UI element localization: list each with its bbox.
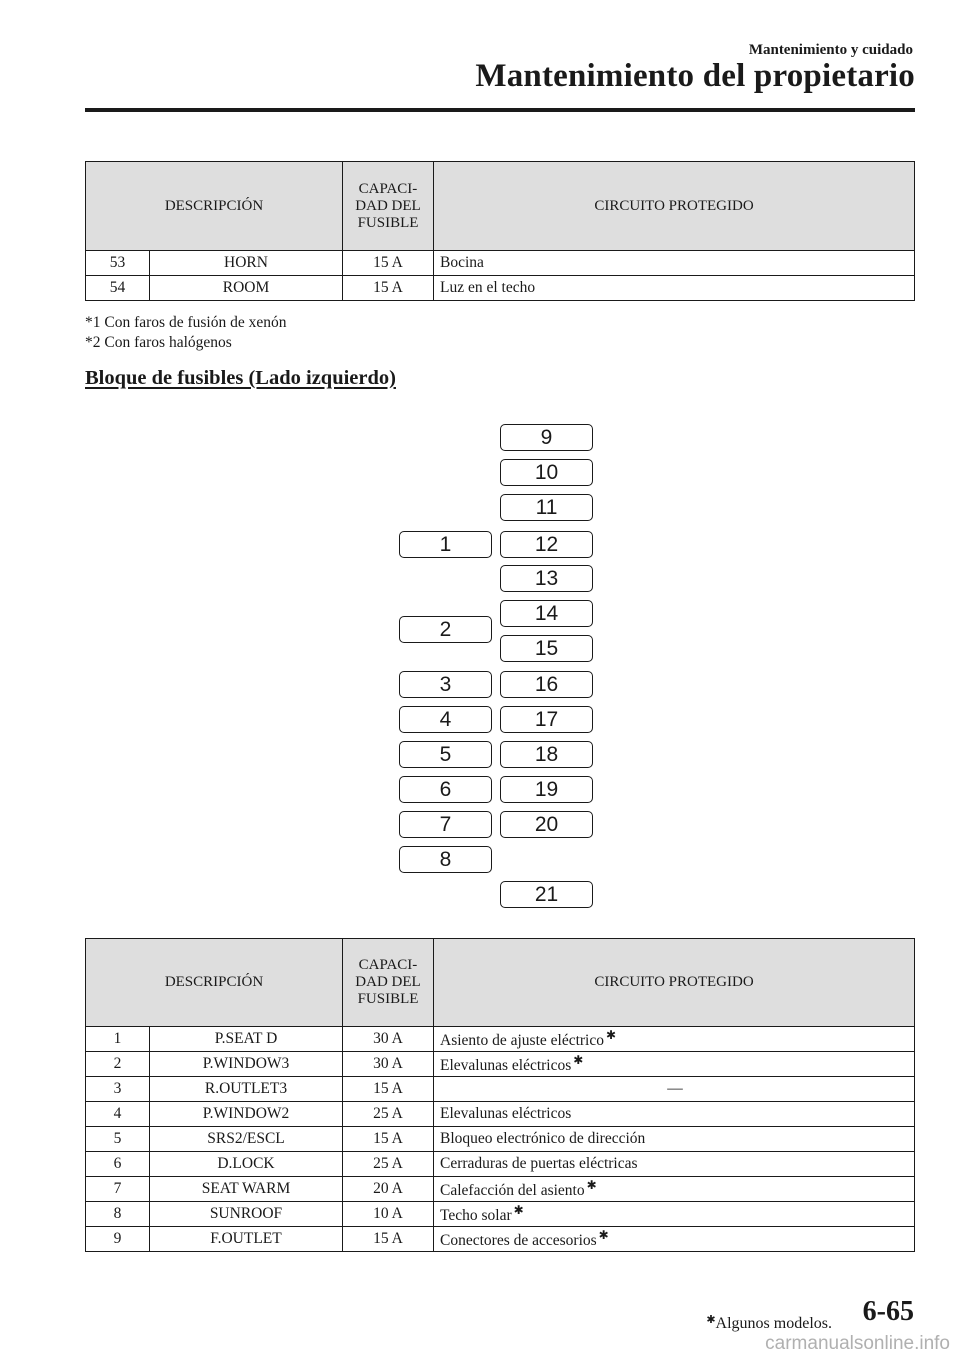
- fuse-slot-13: 13: [500, 565, 593, 592]
- fuse-slot-18: 18: [500, 741, 593, 768]
- protected-circuit: Elevalunas eléctricos ✱: [434, 1052, 915, 1077]
- fuse-capacity: 20 A: [343, 1177, 434, 1202]
- asterisk-icon: ✱: [706, 1314, 716, 1326]
- fuse-slot-4: 4: [399, 706, 492, 733]
- header-circuit: CIRCUITO PROTEGIDO: [434, 162, 915, 251]
- table-row: [86, 1227, 915, 1252]
- table-row: [86, 1152, 915, 1177]
- header-capacity: CAPACI- DAD DEL FUSIBLE: [343, 939, 434, 1027]
- fuse-capacity: 15 A: [343, 1077, 434, 1102]
- table-row: [86, 1052, 915, 1077]
- fuse-description: SEAT WARM: [150, 1177, 343, 1202]
- protected-circuit: Conectores de accesorios ✱: [434, 1227, 915, 1252]
- watermark: carmanualsonline.info: [765, 1333, 950, 1354]
- footnote: *1 Con faros de fusión de xenón: [85, 314, 287, 331]
- fuse-slot-2: 2: [399, 616, 492, 643]
- fuse-description: D.LOCK: [150, 1152, 343, 1177]
- protected-circuit: Bocina: [434, 251, 915, 276]
- fuse-capacity: 15 A: [343, 251, 434, 276]
- fuse-slot-10: 10: [500, 459, 593, 486]
- footnote: *2 Con faros halógenos: [85, 334, 232, 351]
- fuse-slot-8: 8: [399, 846, 492, 873]
- fuse-slot-15: 15: [500, 635, 593, 662]
- fuse-capacity: 10 A: [343, 1202, 434, 1227]
- protected-circuit: Asiento de ajuste eléctrico ✱: [434, 1027, 915, 1052]
- table-row: [86, 1177, 915, 1202]
- fuse-table: [85, 938, 915, 1252]
- fuse-description: F.OUTLET: [150, 1227, 343, 1252]
- protected-circuit: Bloqueo electrónico de dirección: [434, 1127, 915, 1152]
- asterisk-icon: ✱: [573, 1053, 584, 1067]
- fuse-number: 7: [86, 1177, 150, 1202]
- fuse-description: P.WINDOW2: [150, 1102, 343, 1127]
- header-description: DESCRIPCIÓN: [86, 939, 343, 1027]
- asterisk-icon: ✱: [513, 1203, 524, 1217]
- fuse-capacity: 25 A: [343, 1102, 434, 1127]
- page-number: 6-65: [862, 1296, 914, 1327]
- asterisk-icon: ✱: [586, 1178, 597, 1192]
- table-row: [86, 1127, 915, 1152]
- table-row: [86, 1202, 915, 1227]
- fuse-slot-9: 9: [500, 424, 593, 451]
- protected-circuit: —: [434, 1077, 915, 1102]
- page-title: Mantenimiento del propietario: [475, 58, 915, 94]
- fuse-number: 4: [86, 1102, 150, 1127]
- fuse-slot-7: 7: [399, 811, 492, 838]
- fuse-slot-16: 16: [500, 671, 593, 698]
- protected-circuit: Elevalunas eléctricos: [434, 1102, 915, 1127]
- table-row: [86, 1102, 915, 1127]
- fuse-description: P.SEAT D: [150, 1027, 343, 1052]
- header-divider: [85, 108, 915, 112]
- header-description: DESCRIPCIÓN: [86, 162, 343, 251]
- fuse-slot-5: 5: [399, 741, 492, 768]
- protected-circuit: Calefacción del asiento ✱: [434, 1177, 915, 1202]
- fuse-slot-21: 21: [500, 881, 593, 908]
- section-label: Mantenimiento y cuidado: [748, 42, 913, 58]
- fuse-slot-12: 12: [500, 531, 593, 558]
- fuse-capacity: 25 A: [343, 1152, 434, 1177]
- fuse-number: 1: [86, 1027, 150, 1052]
- table-row: [86, 276, 915, 301]
- protected-circuit: Cerraduras de puertas eléctricas: [434, 1152, 915, 1177]
- fuse-number: 6: [86, 1152, 150, 1177]
- fuse-number: 3: [86, 1077, 150, 1102]
- protected-circuit: Luz en el techo: [434, 276, 915, 301]
- footer-note-text: Algunos modelos.: [715, 1315, 832, 1332]
- fuse-slot-11: 11: [500, 494, 593, 521]
- footnotes: [85, 313, 286, 353]
- fuse-slot-20: 20: [500, 811, 593, 838]
- fuse-capacity: 30 A: [343, 1027, 434, 1052]
- fuse-description: R.OUTLET3: [150, 1077, 343, 1102]
- fuse-capacity: 15 A: [343, 1227, 434, 1252]
- fuse-description: ROOM: [150, 276, 343, 301]
- asterisk-icon: ✱: [605, 1028, 617, 1042]
- fuse-description: SUNROOF: [150, 1202, 343, 1227]
- fuse-capacity: 30 A: [343, 1052, 434, 1077]
- fuse-number: 8: [86, 1202, 150, 1227]
- protected-circuit: Techo solar ✱: [434, 1202, 915, 1227]
- fuse-description: HORN: [150, 251, 343, 276]
- fuse-table-continued: [85, 161, 915, 301]
- fuse-capacity: 15 A: [343, 276, 434, 301]
- fuse-number: 2: [86, 1052, 150, 1077]
- fuse-slot-6: 6: [399, 776, 492, 803]
- fuse-number: 9: [86, 1227, 150, 1252]
- fuse-number: 54: [86, 276, 150, 301]
- header-capacity: CAPACI- DAD DEL FUSIBLE: [343, 162, 434, 251]
- table-row: [86, 1027, 915, 1052]
- fuse-description: P.WINDOW3: [150, 1052, 343, 1077]
- fuse-slot-3: 3: [399, 671, 492, 698]
- fuse-number: 53: [86, 251, 150, 276]
- fuse-description: SRS2/ESCL: [150, 1127, 343, 1152]
- fuse-number: 5: [86, 1127, 150, 1152]
- fuse-capacity: 15 A: [343, 1127, 434, 1152]
- fuse-slot-1: 1: [399, 531, 492, 558]
- table-row: [86, 251, 915, 276]
- table-row: [86, 1077, 915, 1102]
- footer-note: [704, 1313, 832, 1333]
- fuse-slot-17: 17: [500, 706, 593, 733]
- header-circuit: CIRCUITO PROTEGIDO: [434, 939, 915, 1027]
- section-title: Bloque de fusibles (Lado izquierdo): [85, 367, 396, 389]
- fuse-slot-19: 19: [500, 776, 593, 803]
- fuse-slot-14: 14: [500, 600, 593, 627]
- asterisk-icon: ✱: [598, 1228, 609, 1242]
